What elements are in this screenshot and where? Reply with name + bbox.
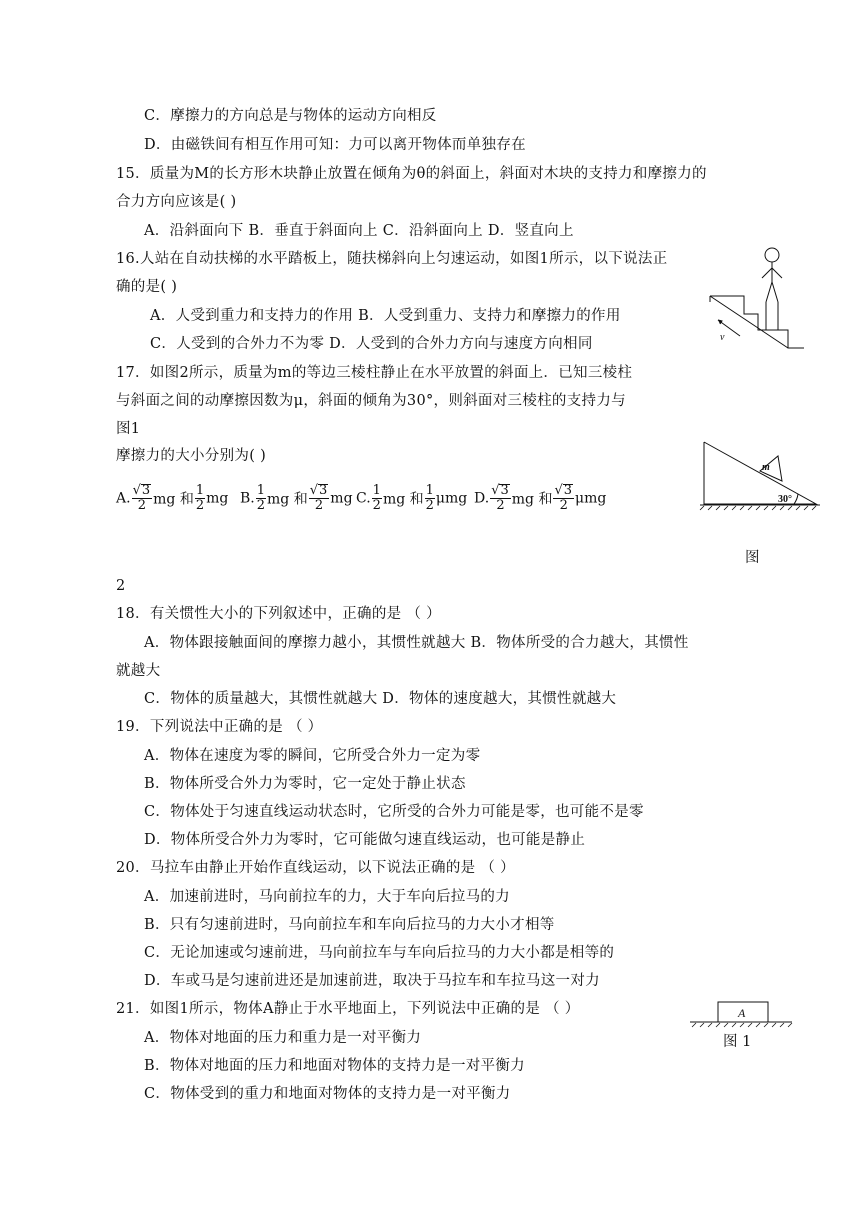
q20-option-a: A．加速前进时，马向前拉车的力，大于车向后拉马的力	[144, 889, 510, 905]
q19-option-b: B．物体所受合外力为零时，它一定处于静止状态	[144, 776, 466, 792]
q19-option-a: A．物体在速度为零的瞬间，它所受合外力一定为零	[144, 748, 481, 764]
q19-option-c: C．物体处于匀速直线运动状态时，它所受的合外力可能是零，也可能不是零	[144, 804, 644, 820]
block-figure	[688, 1000, 794, 1030]
q20-stem: 20．马拉车由静止开始作直线运动，以下说法正确的是 （ ）	[116, 860, 515, 876]
q15-options: A．沿斜面向下 B．垂直于斜面向上 C．沿斜面向上 D．竖直向上	[144, 223, 574, 239]
q21-option-b: B．物体对地面的压力和地面对物体的支持力是一对平衡力	[144, 1058, 525, 1074]
q17-option-b: B. $\frac{1}{2}$ mg 和 $\frac{√3}{2}$ mg	[240, 483, 353, 513]
q17-option-d: D. $\frac{√3}{2}$ mg 和 $\frac{√3}{2}$ μmg	[474, 483, 607, 513]
fig2-caption-part1: 图	[745, 550, 760, 566]
fig1-caption: 图1	[116, 421, 141, 437]
q16-stem-line1: 16.人站在自动扶梯的水平踏板上，随扶梯斜向上匀速运动，如图1所示，以下说法正	[116, 251, 668, 267]
fraction: $\frac{1}{2}$	[256, 483, 266, 513]
angle-label: 30°	[778, 494, 792, 505]
q20-option-c: C．无论加速或匀速前进，马向前拉车与车向后拉马的力大小都是相等的	[144, 945, 615, 961]
q18-option-b-wrap: 就越大	[116, 663, 161, 679]
q17-stem-line2: 与斜面之间的动摩擦因数为μ，斜面的倾角为30°，则斜面对三棱柱的支持力与	[116, 393, 626, 409]
q17-stem-line3: 摩擦力的大小分别为( )	[116, 448, 267, 464]
q20-option-b: B．只有匀速前进时，马向前拉车和车向后拉马的力大小才相等	[144, 917, 555, 933]
q17-option-c: C. $\frac{1}{2}$ mg 和 $\frac{1}{2}$ μmg	[356, 483, 468, 513]
block-label: A	[738, 1006, 746, 1020]
q21-stem: 21．如图1所示，物体A静止于水平地面上，下列说法中正确的是 （ ）	[116, 1001, 580, 1017]
block-figure-caption: 图 1	[723, 1034, 752, 1050]
velocity-label: v	[720, 332, 725, 343]
fraction: $\frac{√3}{2}$	[132, 483, 151, 513]
q18-stem: 18．有关惯性大小的下列叙述中，正确的是 （ ）	[116, 606, 441, 622]
fraction: $\frac{√3}{2}$	[491, 483, 509, 513]
q21-option-a: A．物体对地面的压力和重力是一对平衡力	[144, 1030, 422, 1046]
q17-stem-line1: 17．如图2所示，质量为m的等边三棱柱静止在水平放置的斜面上．已知三棱柱	[116, 365, 633, 381]
mass-label: m	[762, 462, 770, 473]
q18-options-ab: A．物体跟接触面间的摩擦力越小，其惯性就越大 B．物体所受的合力越大，其惯性	[144, 635, 689, 651]
q15-stem-line1: 15．质量为M的长方形木块静止放置在倾角为θ的斜面上，斜面对木块的支持力和摩擦力的	[116, 166, 707, 182]
fraction: $\frac{1}{2}$	[372, 483, 381, 513]
q17-option-a: A. $\frac{√3}{2}$ mg 和 $\frac{1}{2}$ mg	[116, 483, 229, 513]
q16-stem-line2: 确的是( )	[116, 279, 178, 295]
q21-option-c: C．物体受到的重力和地面对物体的支持力是一对平衡力	[144, 1086, 511, 1102]
q14-option-d: D．由磁铁间有相互作用可知：力可以离开物体而单独存在	[144, 137, 526, 153]
fraction: $\frac{1}{2}$	[425, 483, 434, 513]
q16-options-cd: C．人受到的合外力不为零 D．人受到的合外力方向与速度方向相同	[150, 336, 593, 352]
q20-option-d: D．车或马是匀速前进还是加速前进，取决于马拉车和车拉马这一对力	[144, 973, 600, 989]
q15-stem-line2: 合力方向应该是( )	[116, 194, 237, 210]
fraction: $\frac{√3}{2}$	[309, 483, 328, 513]
q16-options-ab: A．人受到重力和支持力的作用 B．人受到重力、支持力和摩擦力的作用	[150, 308, 621, 324]
incline-figure	[698, 438, 822, 514]
fraction: $\frac{√3}{2}$	[554, 483, 573, 513]
q18-options-cd: C．物体的质量越大，其惯性就越大 D．物体的速度越大，其惯性就越大	[144, 691, 617, 707]
fig2-caption-part2: 2	[116, 578, 126, 594]
q19-option-d: D．物体所受合外力为零时，它可能做匀速直线运动，也可能是静止	[144, 832, 586, 848]
fraction: $\frac{1}{2}$	[195, 483, 205, 513]
q14-option-c: C．摩擦力的方向总是与物体的运动方向相反	[144, 108, 437, 124]
escalator-figure	[704, 240, 808, 356]
q19-stem: 19．下列说法中正确的是 （ ）	[116, 719, 323, 735]
